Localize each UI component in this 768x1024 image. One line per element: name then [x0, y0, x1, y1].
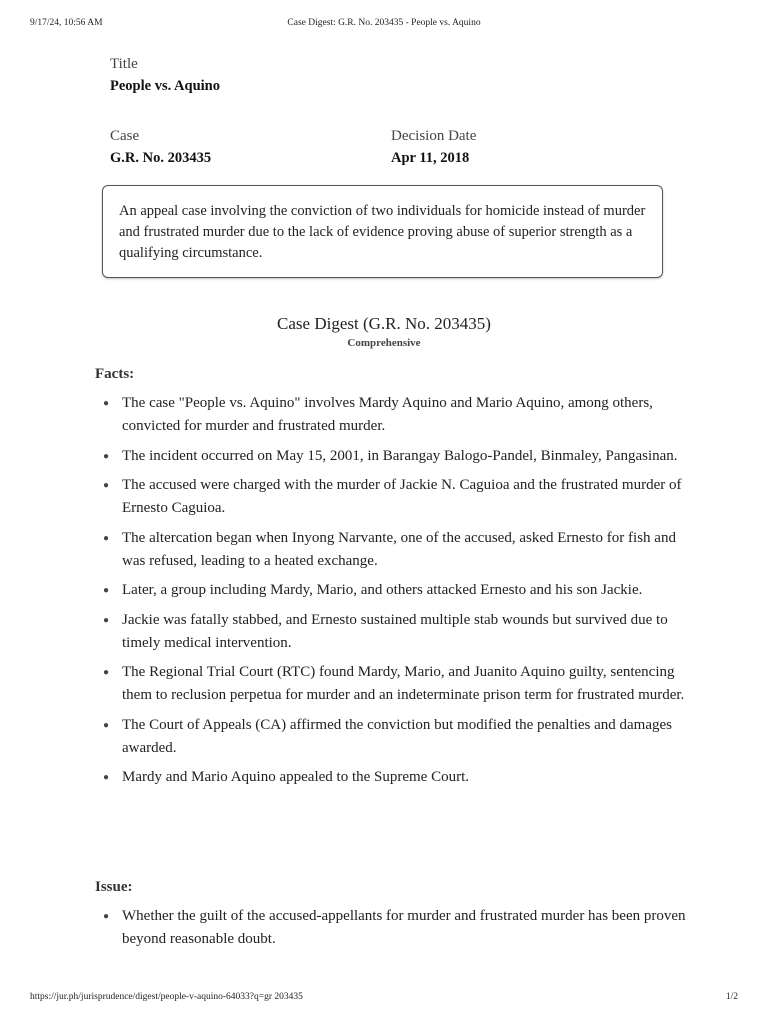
print-footer: [0, 992, 768, 1006]
case-value: G.R. No. 203435: [110, 150, 212, 166]
bullet-icon: ●: [103, 585, 110, 596]
list-item-text: The case "People vs. Aquino" involves Mardy Aquino and Mario Aquino, among others, convicted for murder and frustrated murder.: [122, 395, 653, 434]
bullet-icon: ●: [103, 614, 110, 626]
bullet-icon: ●: [103, 719, 110, 731]
bullet-icon: ●: [103, 398, 110, 409]
bullet-icon: ●: [103, 772, 110, 783]
list-item-text: The accused were charged with the murder of Jackie N. Caguioa and the frustrated murder of Ernesto Caguioa.: [122, 477, 682, 516]
list-item-text: The altercation began when Inyong Narvante, one of the accused, asked Ernesto for fish and was refused, leading to a heated exchange.: [122, 529, 676, 569]
print-url: https://jur.ph/jurisprudence/digest/people-v-aquino-64033?q=gr 203435: [30, 992, 303, 1002]
list-item-text: Jackie was fatally stabbed, and Ernesto sustained multiple stab wounds but survived due to timely medical intervention.: [122, 611, 668, 651]
bullet-icon: ●: [103, 480, 110, 491]
list-item-text: The Court of Appeals (CA) affirmed the conviction but modified the penalties and damages awarded.: [122, 716, 672, 756]
list-item: [96, 392, 686, 438]
facts-heading: Facts:: [95, 366, 135, 382]
case-label: Case: [110, 128, 140, 144]
list-item: [96, 766, 686, 789]
list-item: [96, 661, 686, 707]
digest-subtitle: Comprehensive: [347, 337, 421, 349]
print-header: [0, 18, 768, 32]
list-item: [96, 474, 686, 520]
title-value: People vs. Aquino: [110, 78, 220, 94]
list-item: [96, 714, 686, 760]
decision-date-value: Apr 11, 2018: [391, 150, 470, 166]
list-item-text: The incident occurred on May 15, 2001, in Barangay Balogo-Pandel, Binmaley, Pangasinan.: [122, 447, 678, 464]
bullet-icon: ●: [103, 450, 110, 462]
list-item: [96, 609, 686, 655]
list-item: [96, 445, 686, 468]
list-item: [96, 905, 686, 951]
case-summary-box: [102, 185, 663, 278]
case-summary-text: An appeal case involving the conviction of two individuals for homicide instead of murder and frustrated murder due to the lack of evidence proving abuse of superior strength as a qualifying circumstance.: [119, 203, 646, 261]
print-datetime: 9/17/24, 10:56 AM: [30, 18, 103, 28]
list-item-text: Mardy and Mario Aquino appealed to the Supreme Court.: [122, 769, 470, 785]
issue-list: [96, 905, 686, 958]
title-label: Title: [110, 56, 138, 72]
facts-list: [96, 392, 686, 796]
bullet-icon: ●: [103, 532, 110, 544]
list-item-text: Whether the guilt of the accused-appellants for murder and frustrated murder has been proven beyond reasonable doubt.: [122, 908, 686, 947]
print-page-title: Case Digest: G.R. No. 203435 - People vs. Aquino: [287, 18, 481, 28]
list-item: [96, 527, 686, 573]
issue-heading: Issue:: [95, 879, 133, 895]
list-item-text: The Regional Trial Court (RTC) found Mardy, Mario, and Juanito Aquino guilty, sentencing them to reclusion perpetua for murder and an indeterminate prison term for frustrated murder.: [122, 664, 685, 703]
decision-date-label: Decision Date: [391, 128, 477, 144]
bullet-icon: ●: [103, 667, 110, 678]
bullet-icon: ●: [103, 911, 110, 922]
list-item-text: Later, a group including Mardy, Mario, and others attacked Ernesto and his son Jackie.: [122, 582, 643, 598]
digest-title: Case Digest (G.R. No. 203435): [277, 314, 491, 333]
list-item: [96, 579, 686, 602]
print-page-number: 1/2: [725, 992, 738, 1002]
